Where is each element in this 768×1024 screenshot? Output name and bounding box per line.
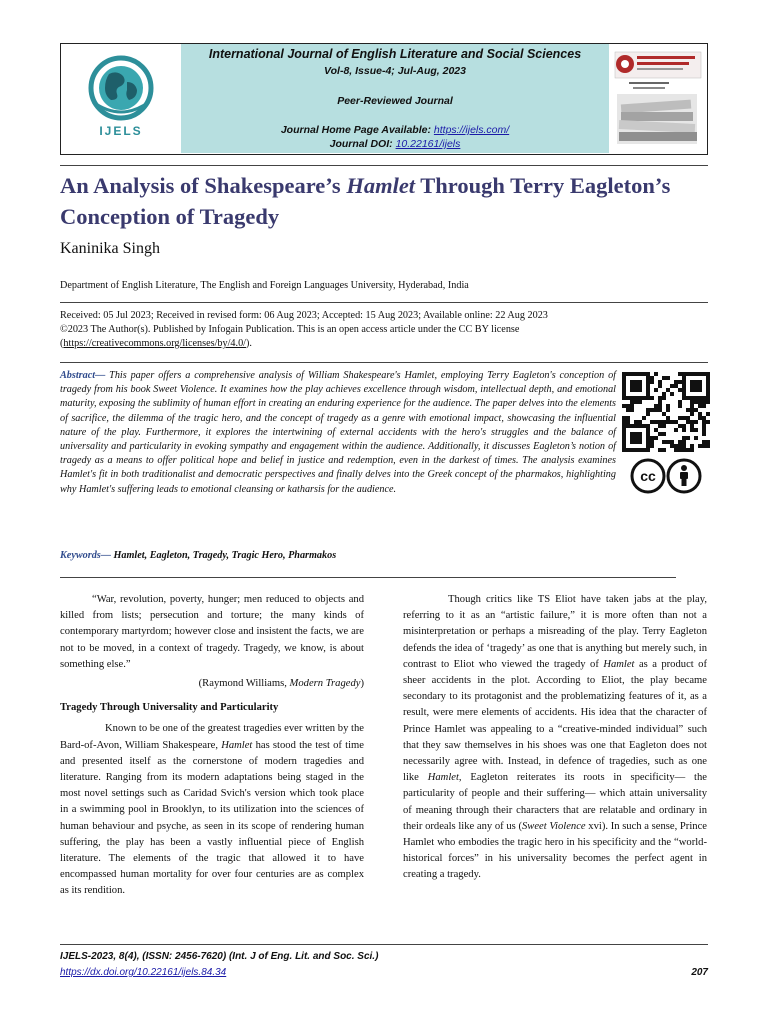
journal-title: International Journal of English Literature and Social Sciences — [208, 47, 582, 61]
journal-home — [181, 124, 609, 136]
cover-image-icon — [609, 44, 707, 153]
epigraph-source-pre: (Raymond Williams, — [198, 678, 290, 690]
keywords-text: Hamlet, Eagleton, Tragedy, Tragic Hero, Pharmakos — [113, 550, 337, 561]
journal-logo — [61, 44, 182, 153]
para2-text-c: , Eagleton reiterates its roots in specificity— the particularity of people and their suffering— which attain universality of meaning through their characters that are relatable and ordinary in their ordeals like any of us ( — [403, 772, 707, 832]
license-link[interactable]: https://creativecommons.org/licenses/by/4.0/ — [63, 338, 246, 349]
peer-reviewed-label: Peer-Reviewed Journal — [337, 95, 453, 107]
para2-italic-3: Sweet Violence — [521, 820, 586, 832]
body-paragraph-2 — [403, 592, 707, 884]
article-dates: Received: 05 Jul 2023; Received in revised form: 06 Aug 2023; Accepted: 15 Aug 2023; Available online: 22 Aug 2023 — [60, 310, 548, 321]
logo-text: IJELS — [99, 124, 143, 138]
home-link[interactable]: https://ijels.com/ — [433, 124, 510, 136]
cc-by-license-icon[interactable] — [630, 458, 702, 494]
abstract-label: Abstract — [60, 370, 96, 381]
footer-citation: IJELS-2023, 8(4), (ISSN: 2456-7620) (Int. J of Eng. Lit. and Soc. Sci.) — [60, 951, 379, 962]
section-heading: Tragedy Through Universality and Particularity — [60, 702, 279, 714]
header-band — [181, 44, 609, 153]
keywords-label: Keywords — [60, 550, 101, 561]
doi-link[interactable]: 10.22161/ijels — [395, 138, 461, 150]
svg-text:cc: cc — [640, 468, 656, 484]
journal-cover-image — [609, 44, 707, 153]
publication-info — [60, 309, 700, 351]
doi-label: Journal DOI: — [329, 138, 396, 150]
home-label: Journal Home Page Available: — [280, 124, 434, 136]
para2-text-d: xvi). In such a sense, Prince Hamlet who embodies the tragic hero in his specificity and the “world-historical forces” in his universality becomes the perfect agent in creating a tragedy. — [403, 820, 707, 881]
keywords — [60, 550, 616, 561]
title-text-2: Through Terry Eagleton’s Conception of Tragedy — [60, 173, 671, 229]
affiliation-divider — [60, 302, 708, 303]
footer-doi-link[interactable]: https://dx.doi.org/10.22161/ijels.84.34 — [60, 967, 227, 978]
qr-code-icon[interactable] — [622, 372, 710, 452]
page-footer — [60, 951, 708, 978]
para1-text-a: Known to be one of the greatest tragedies ever written by the Bard-of-Avon, William Shakespeare, — [60, 723, 364, 751]
author-affiliation: Department of English Literature, The English and Foreign Languages University, Hyderabad, India — [60, 280, 469, 291]
title-italic: Hamlet — [346, 173, 416, 198]
author-name: Kaninika Singh — [60, 240, 160, 257]
journal-header — [60, 43, 708, 155]
abstract-text: This paper offers a comprehensive analysis of William Shakespeare's Hamlet, employing Terry Eagleton's conception of tragedy from his book Sweet Violence. It examines how the play achieves excellence through wisdom, intellectual depth, and emotional maturity, exposing the sublimity of human effort in creating an enduring experience for the audience. The paper delves into the elements of sacrifice, the dilemma of the tragic hero, and the concept of tragedy as a genre with emotional impact, showcasing the influential nature of the play. Furthermore, it explores the intertwining of external accidents with the hero's struggles and the balance of universality and particularity in evoking sympathy and engagement within the audience. Additionally, it discusses Eagleton’s notion of tragedy as a means to offer political hope and belief in justice and redemption, even in the darkest of times. The analysis examines Hamlet's fit in both traditionalist and democratic perspectives and finally delves into the Greek concept of the pharmakos, highlighting why Hamlet's suffering leads to emotional cleansing or katharsis for the audience. — [60, 370, 616, 495]
para2-text-a: Though critics like TS Eliot have taken jabs at the play, referring to it as an “artistic failure,” it is more often than not a misinterpretation or perhaps a misreading of the play. Terry Eagleton defends the idea of ‘tragedy’ as one that is anything but merely such, in contrast to Eliot who viewed the tragedy of — [403, 594, 707, 670]
para2-text-b: as a product of sheer accidents in the plot. According to Eliot, the play became secondary to its protagonist and the problematizing features of it, as a result, were mere elements of accidents. His idea that the character of Prince Hamlet was appealing to a “creative-minded individual” such that they saw themselves in his shoes was one that Eagleton does not necessarily agree with. Instead, in defence of tragedies, such as one like — [403, 658, 707, 784]
globe-icon — [79, 52, 163, 126]
para1-text-b: has stood the test of time and presented itself as the cornerstone of modern tragedies and literature. Ranging from its modern adaptations being staged in the most novel settings such as Caridad Svich's version which took place in a swimming pool in Brooklyn, to its utilization into the sciences of human behaviour and psyche, as seen in its scope of rendering human suffering, the play has been a vastly influential piece of English literature. The elements of the tragic that allowed it to have encompassed human mortality for over four centuries are as complex as its rendition. — [60, 739, 364, 897]
abstract — [60, 369, 616, 497]
footer-divider — [60, 944, 708, 945]
body-column-left — [60, 592, 364, 900]
journal-doi — [181, 138, 609, 150]
para2-italic-2: Hamlet — [427, 772, 459, 784]
journal-volume: Vol-8, Issue-4; Jul-Aug, 2023 — [324, 65, 466, 77]
epigraph-source — [60, 676, 364, 692]
license-line — [60, 337, 700, 351]
body-column-right — [403, 592, 707, 884]
abstract-dash: — — [95, 370, 110, 381]
para2-italic-1: Hamlet — [603, 658, 635, 670]
license-close: ). — [246, 338, 252, 349]
keywords-dash: — — [100, 550, 114, 561]
para1-italic: Hamlet — [221, 739, 253, 751]
epigraph-source-post: ) — [360, 678, 364, 690]
body-paragraph-1 — [60, 721, 364, 899]
license-open: ( — [60, 338, 64, 349]
header-divider — [60, 165, 708, 166]
abstract-divider — [60, 362, 708, 363]
epigraph-source-title: Modern Tragedy — [289, 678, 361, 690]
article-title — [60, 170, 708, 232]
epigraph: “War, revolution, poverty, hunger; men reduced to objects and killed from lists; persecution and torture; the many kinds of contemporary martyrdom; however close and insistent the facts, we are not to be moved, in a context of tragedy. Tragedy, we know, is about something else.” — [60, 594, 364, 670]
keywords-divider — [60, 577, 676, 578]
page-number: 207 — [691, 967, 708, 978]
copyright-line: ©2023 The Author(s). Published by Infogain Publication. This is an open access article under the CC BY license — [60, 324, 520, 335]
title-text-1: An Analysis of Shakespeare’s — [60, 173, 347, 198]
